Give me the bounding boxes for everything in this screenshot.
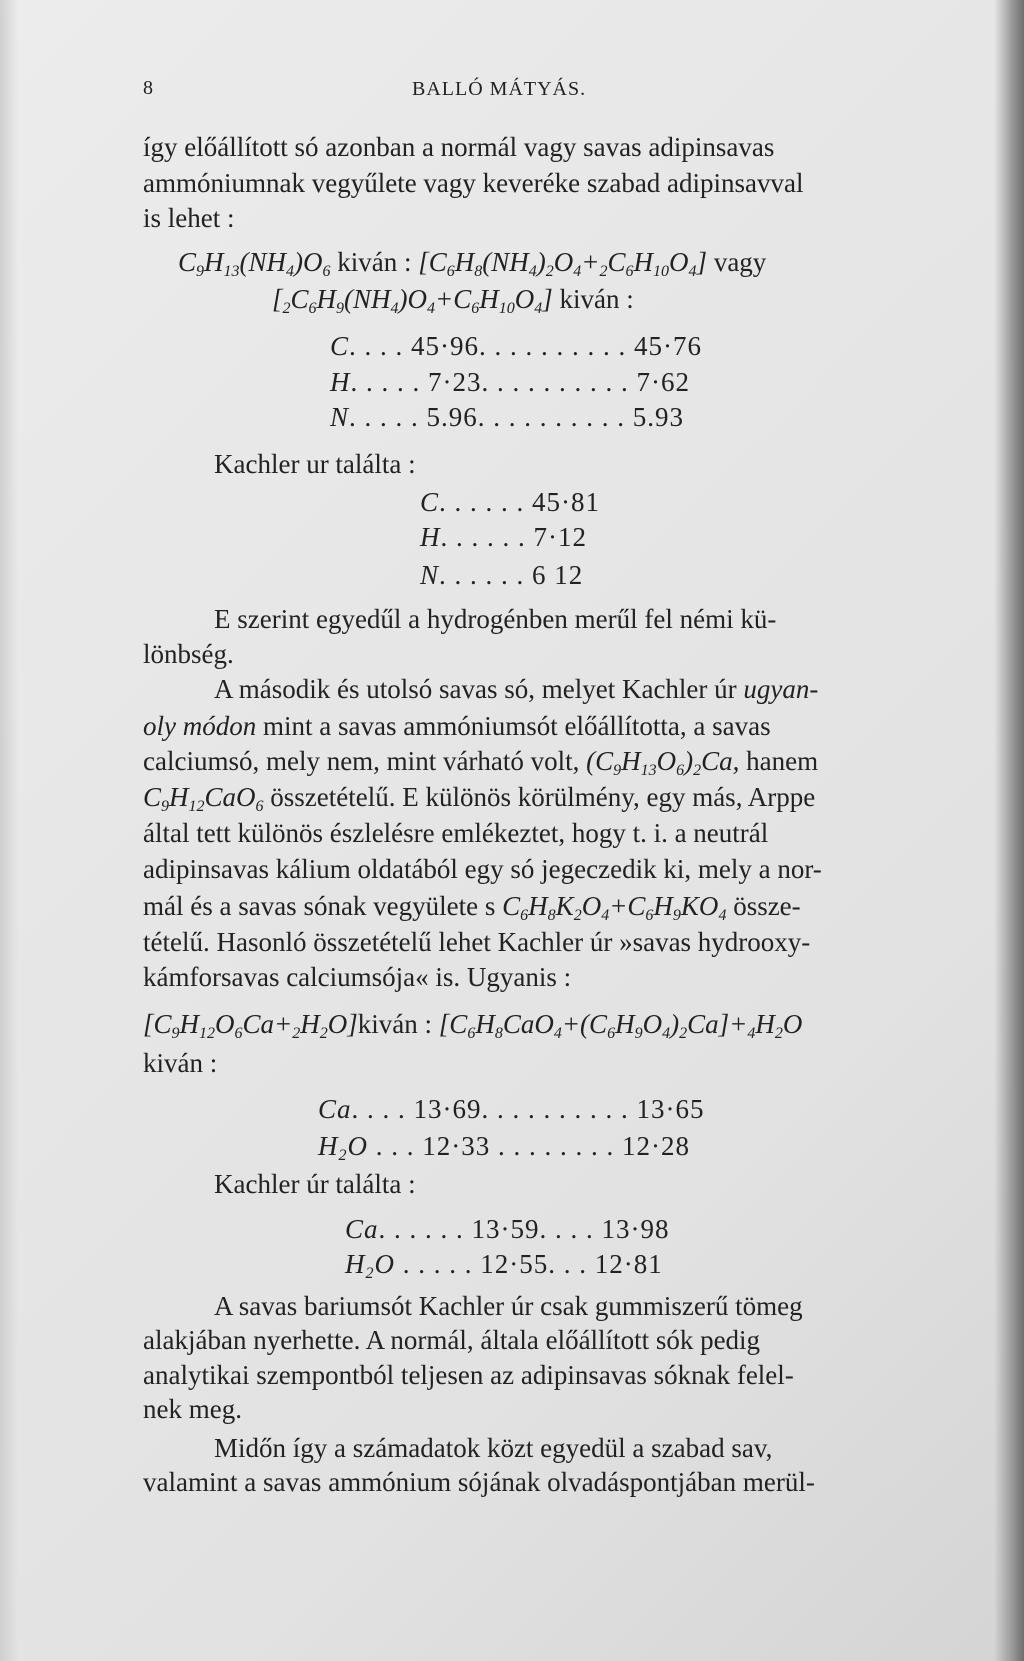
para4-line4: nek meg.: [143, 1394, 242, 1424]
page-shadow-left: [0, 0, 18, 1661]
para3-line7: mál és a savas sónak vegyülete s $C_6H_8K_2O_4+C_6H_9KO_4$ össze-: [143, 891, 801, 924]
para4-line2: alakjában nyerhette. A normál, általa előállított sók pedig: [143, 1325, 761, 1355]
page-number: 8: [143, 77, 154, 99]
found1-row-n: N. . . . . . 6 12: [420, 560, 584, 590]
para3-line5: által tett különös észlelésre emlékeztet, hogy t. i. a neutrál: [143, 818, 769, 848]
para3-line6: adipinsavas kálium oldatából egy só jegeczedik ki, mely a nor-: [143, 854, 822, 884]
para2-line2: lönbség.: [143, 639, 234, 669]
found2-label: Kachler úr találta :: [214, 1169, 416, 1199]
formula2-kivan2: kiván :: [143, 1048, 218, 1078]
para4-line3: analytikai szempontból teljesen az adipinsavas sóknak felel-: [143, 1360, 794, 1390]
found2-row-ca: Ca. . . . . . 13·59. . . . 13·98: [345, 1214, 670, 1244]
para3-line9: kámforsavas calciumsója« is. Ugyanis :: [143, 962, 572, 992]
para3-line2: oly módon mint a savas ammóniumsót előállította, a savas: [143, 711, 771, 741]
para4-line1: A savas bariumsót Kachler úr csak gummiszerű tömeg: [214, 1291, 803, 1321]
para5-line1: Midőn így a számadatok közt egyedül a szabad sav,: [214, 1433, 773, 1463]
found1-label: Kachler ur találta :: [214, 449, 416, 479]
para3-line4: $C_9H_{12}CaO_6$ összetételű. E különös körülmény, egy más, Arppe: [143, 782, 816, 815]
formula1-vagy: vagy: [713, 247, 767, 277]
para3-line3: calciumsó, mely nem, mint várható volt, $(C_9H_{13}O_6)_2Ca$, hanem: [143, 746, 819, 779]
calc2-row-ca: Ca. . . . 13·69. . . . . . . . . . 13·65: [318, 1094, 705, 1124]
para1-line2: ammóniumnak vegyűlete vagy keveréke szabad adipinsavval: [143, 168, 804, 198]
calc1-row-n: N. . . . . 5.96. . . . . . . . . . 5.93: [330, 402, 685, 432]
para2-line1: E szerint egyedűl a hydrogénben merűl fel némi kü-: [214, 604, 777, 634]
para1-line3: is lehet :: [143, 203, 235, 233]
para5-line2: valamint a savas ammónium sójának olvadáspontjában merül-: [143, 1467, 815, 1497]
formula1-kivan2: kiván :: [559, 284, 634, 314]
page-shadow-right: [994, 0, 1024, 1661]
found1-row-c: C. . . . . . 45·81: [420, 487, 601, 517]
formula2-line1: $[C_9H_{12}O_6Ca+_2H_2O]kiván$ : $[C_6H_8CaO_4+(C_6H_9O_4)_2Ca]+_4H_2O$: [143, 1009, 803, 1042]
found2-row-h2o: $H_2O$ . . . . . 12·55. . . 12·81: [345, 1249, 663, 1282]
calc1-row-h: H. . . . . 7·23. . . . . . . . . . 7·62: [330, 367, 690, 397]
running-title: BALLÓ MÁTYÁS.: [412, 78, 587, 100]
formula1-line1: $C_9H_{13}(NH_4)O_6$ kiván : $[C_6H_8(NH_4)_2O_4+_2C_6H_{10}O_4]$ vagy: [178, 247, 767, 280]
calc2-row-h2o: $H_2O$ . . . 12·33 . . . . . . . . 12·28: [318, 1131, 690, 1164]
para1-line1-text: így előállított só azonban a normál vagy savas adipinsavas: [143, 132, 775, 162]
found1-row-h: H. . . . . . 7·12: [420, 522, 587, 552]
formula1-line2: $[_2C_6H_9(NH_4)O_4+C_6H_{10}O_4]$ kiván :: [272, 284, 634, 317]
para3-line8: tételű. Hasonló összetételű lehet Kachler úr »savas hydrooxy-: [143, 927, 811, 957]
calc1-row-c: C. . . . 45·96. . . . . . . . . . 45·76: [330, 331, 703, 361]
formula1-kivan: kiván :: [337, 247, 412, 277]
formula2-kivan: kiván :: [357, 1009, 433, 1039]
para1-line1: [143, 131, 903, 163]
para3-line1: A második és utolsó savas só, melyet Kachler úr ugyan-: [214, 674, 819, 704]
